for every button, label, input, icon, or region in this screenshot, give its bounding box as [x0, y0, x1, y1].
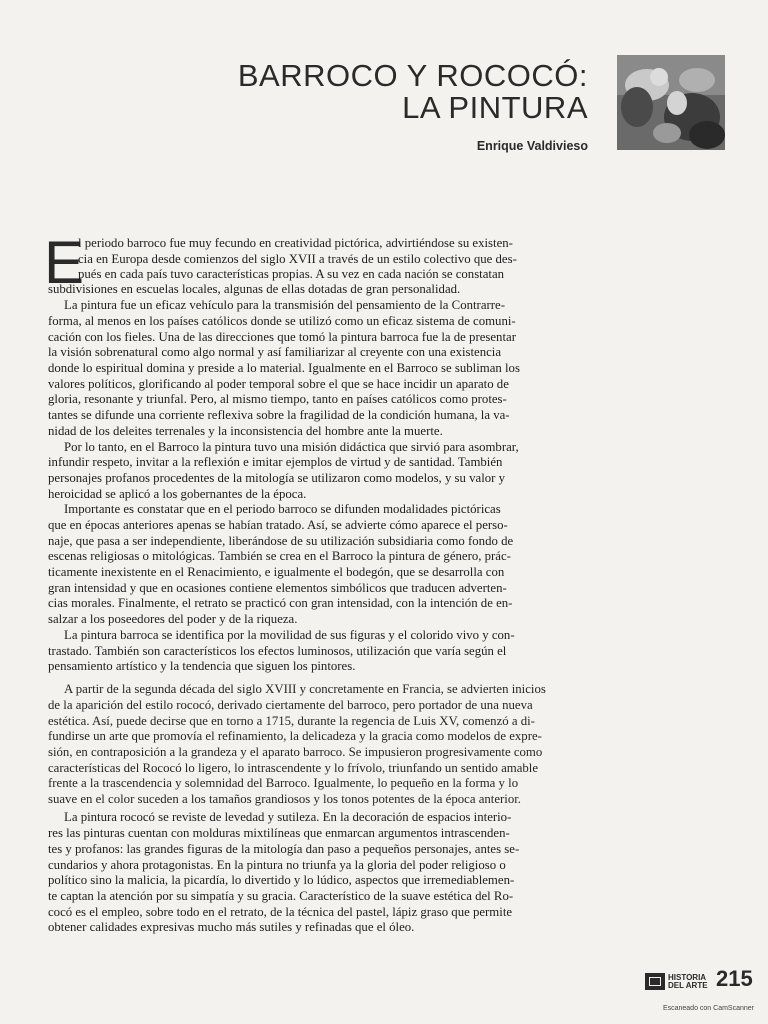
body-line: pués en cada país tuvo características propias. A su vez en cada nación se constatan — [78, 267, 505, 281]
body-line: suave en el color suceden a los tamaños grandiosos y los tonos potentes de la época anterior. — [48, 792, 521, 806]
page-number: 215 — [716, 966, 753, 991]
baroque-painting-icon — [617, 55, 725, 150]
body-line: res las pinturas cuentan con molduras mixtilíneas que enmarcan argumentos intrascenden- — [48, 826, 510, 840]
body-line: trastado. También son característicos los efectos luminosos, utilización que varía según el — [48, 644, 507, 658]
body-line: frente a la trascendencia y solemnidad del Barroco. Igualmente, lo pequeño en la forma y lo — [48, 776, 519, 790]
body-line: cias morales. Finalmente, el retrato se practicó con gran intensidad, con la intención de en- — [48, 596, 513, 610]
body-line: donde lo espiritual domina y preside a lo material. Igualmente en el Barroco se subliman los — [48, 361, 520, 375]
body-line: ticamente inexistente en el Renacimiento, e igualmente el bodegón, que se desarrolla con — [48, 565, 505, 579]
series-logo — [645, 973, 708, 990]
body-line: pensamiento artístico y la tendencia que siguen los pintores. — [48, 659, 356, 673]
body-line: nidad de los deleites terrenales y la inconsistencia del hombre ante la muerte. — [48, 424, 443, 438]
body-line: de la aparición del estilo rococó, derivado ciertamente del barroco, pero portador de una nueva — [48, 698, 533, 712]
body-line: Por lo tanto, en el Barroco la pintura tuvo una misión didáctica que sirvió para asombrar, — [64, 440, 519, 454]
body-line: A partir de la segunda década del siglo XVIII y concretamente en Francia, se advierten inicios — [64, 682, 546, 696]
drop-cap: E — [44, 229, 85, 296]
body-line: infundir respeto, invitar a la reflexión e imitar ejemplos de virtud y de santidad. También — [48, 455, 503, 469]
page-title-line-1: BARROCO Y ROCOCÓ: — [237, 58, 588, 93]
body-line: te captan la atención por su simpatía y su gracia. Característico de la suave estética del Ro- — [48, 889, 514, 903]
body-line: La pintura fue un eficaz vehículo para la transmisión del pensamiento de la Contrarre- — [64, 298, 505, 312]
body-line: cación con los fieles. Una de las direcciones que tomó la pintura barroca fue la de presentar — [48, 330, 516, 344]
page-title-line-2: LA PINTURA — [402, 90, 588, 125]
body-line: tes y profanos: las grandes figuras de la mitología dan paso a pequeños personajes, antes se- — [48, 842, 520, 856]
logo-text-line-1: HISTORIA — [668, 972, 707, 982]
author-name: Enrique Valdivieso — [476, 139, 588, 153]
body-line: valores políticos, glorificando al poder temporal sobre el que se hace incidir un aparato de — [48, 377, 509, 391]
body-line: heroicidad se aplicó a los gobernantes de la época. — [48, 487, 307, 501]
body-line: cocó es el empleo, sobre todo en el retrato, de la técnica del pastel, lápiz graso que permite — [48, 905, 513, 919]
body-line: salzar a los poseedores del poder y de la riqueza. — [48, 612, 298, 626]
body-line: estética. Así, puede decirse que en torno a 1715, durante la regencia de Luis XV, comenzó a di- — [48, 714, 535, 728]
body-line: La pintura rococó se reviste de levedad y sutileza. En la decoración de espacios interio- — [64, 810, 512, 824]
body-line: la visión sobrenatural como algo normal y así familiarizar al creyente con una existencia — [48, 345, 502, 359]
body-line: características del Rococó lo ligero, lo intrascendente y lo frívolo, triunfando un sentido amable — [48, 761, 539, 775]
body-line: cundarios y ahora protagonistas. En la pintura no triunfa ya la gloria del poder religioso o — [48, 858, 506, 872]
body-line: cia en Europa desde comienzos del siglo XVII a través de un estilo colectivo que des- — [78, 252, 517, 266]
body-line: La pintura barroca se identifica por la movilidad de sus figuras y el colorido vivo y con- — [64, 628, 515, 642]
body-line: escenas religiosas o mitológicas. También se crea en el Barroco la pintura de género, prác- — [48, 549, 511, 563]
scanner-watermark: Escaneado con CamScanner — [662, 1005, 754, 1012]
body-line: que en épocas anteriores apenas se habían tratado. Así, se advierte cómo aparece el perso- — [48, 518, 508, 532]
body-line: gloria, resonante y triunfal. Pero, al mismo tiempo, tanto en países católicos como protes- — [48, 392, 507, 406]
body-line: fundirse un arte que promovía el refinamiento, la delicadeza y la gracia como modelos de expre- — [48, 729, 542, 743]
body-line: político sino la malicia, la picardía, lo divertido y lo lúdico, aspectos que irremediablemen- — [48, 873, 515, 887]
body-line: sión, en contraposición a la grandeza y el aparato barroco. Se impusieron progresivamente como — [48, 745, 543, 759]
body-line: naje, que pasa a ser independiente, liberándose de su utilización subsidiaria como fondo de — [48, 534, 514, 548]
painting-thumbnail — [617, 55, 725, 150]
body-line: l periodo barroco fue muy fecundo en creatividad pictórica, advirtiéndose su existen- — [78, 236, 513, 250]
logo-text-line-2: DEL ARTE — [668, 980, 708, 990]
logo-mark-icon — [645, 973, 665, 990]
body-line: obtener calidades expresivas mucho más sutiles y refinadas que el óleo. — [48, 920, 415, 934]
body-line: Importante es constatar que en el periodo barroco se difunden modalidades pictóricas — [64, 502, 501, 516]
body-line: subdivisiones en escuelas locales, algunas de ellas dotadas de gran personalidad. — [48, 282, 461, 296]
body-line: gran intensidad y que en ocasiones contiene elementos simbólicos que traducen adverten- — [48, 581, 507, 595]
body-line: tantes se difunde una corriente reflexiva sobre la fragilidad de la condición humana, la va- — [48, 408, 510, 422]
body-line: personajes profanos procedentes de la mitología se utilizaron como modelos, y su valor y — [48, 471, 506, 485]
body-line: forma, al menos en los países católicos donde se utilizó como un eficaz sistema de comuni- — [48, 314, 516, 328]
